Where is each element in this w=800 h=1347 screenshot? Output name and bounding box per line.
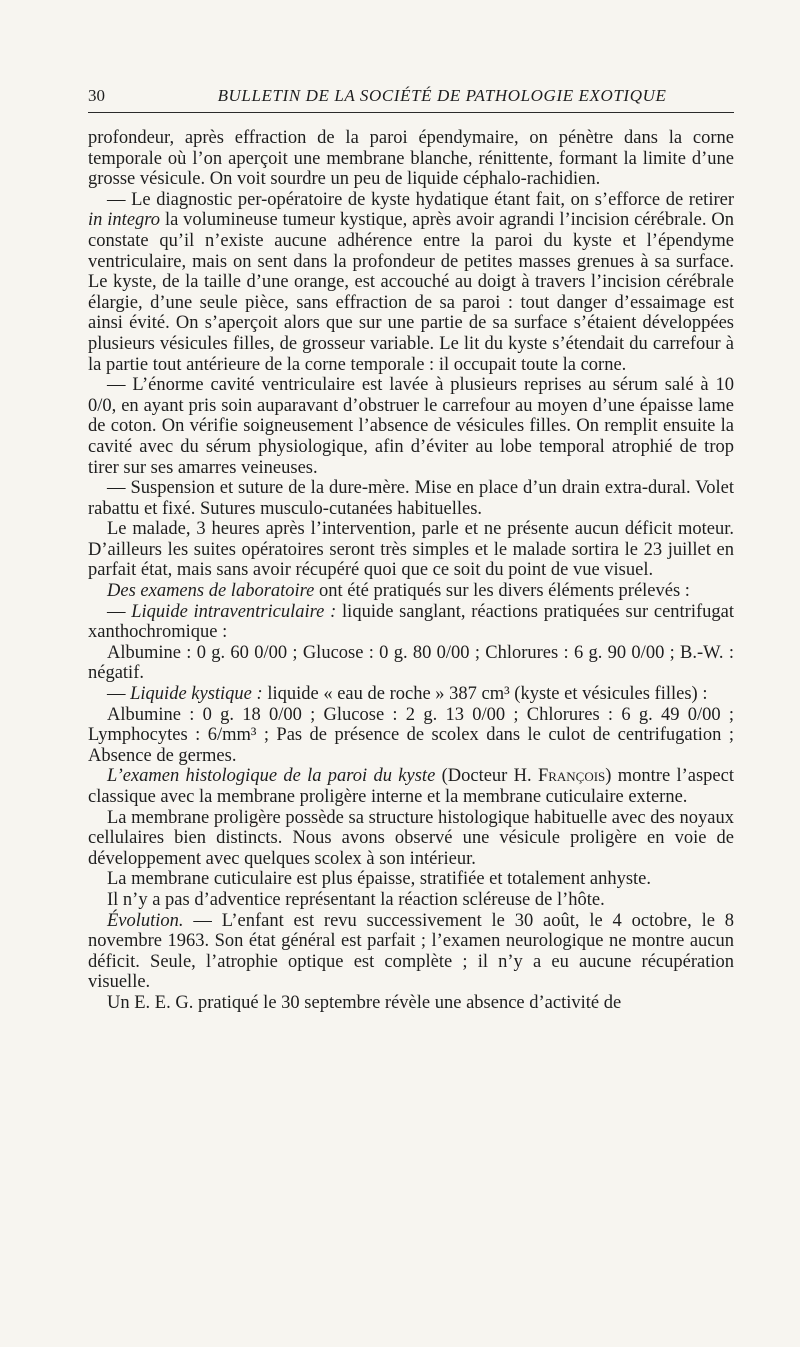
- text-span: liquide « eau de roche » 387 cm³ (kyste et vésicules filles) :: [262, 684, 708, 705]
- text-span: ont été pratiqués sur les divers éléments prélevés :: [314, 581, 690, 602]
- text-span: (Docteur H.: [435, 766, 538, 787]
- author-name: François: [537, 766, 606, 787]
- paragraph-16: Un E. E. G. pratiqué le 30 septembre révèle une absence d’activité de: [107, 992, 622, 1013]
- italic-phrase: L’examen histologique de la paroi du kyste: [107, 766, 436, 787]
- paragraph-6: [88, 581, 734, 602]
- text-span: —: [107, 684, 131, 705]
- paragraph-10: Albumine : 0 g. 18 0/00 ; Glucose : 2 g. 13 0/00 ; Chlorures : 6 g. 49 0/00 ; Lymphocytes : 6/mm³ ; Pas de présence de scolex dans le culot de centrifugation ; Absence de germes.: [88, 704, 734, 766]
- text-span: ) montre l’aspect classique avec la membrane proligère interne et la membrane cuticulaire externe.: [88, 766, 734, 807]
- article-body: [88, 128, 734, 1014]
- paragraph-4: — Suspension et suture de la dure-mère. Mise en place d’un drain extra-dural. Volet rabattu et fixé. Sutures musculo-cutanées habituelles.: [88, 478, 734, 519]
- paragraph-1: profondeur, après effraction de la paroi épendymaire, on pénètre dans la corne temporale où l’on aperçoit une membrane blanche, rénittente, formant la limite d’une grosse vésicule. On voit sourdre un peu de liquide céphalo-rachidien.: [88, 128, 734, 190]
- paragraph-12: La membrane proligère possède sa structure histologique habituelle avec des noyaux cellulaires bien distincts. Nous avons observé une vésicule proligère en voie de développement avec quelques scolex à son intérieur.: [88, 807, 734, 869]
- page-number: 30: [88, 86, 105, 105]
- text-span: liquide sanglant, réactions pratiquées sur centrifugat xanthochromique :: [88, 601, 734, 643]
- italic-phrase: Des examens de laboratoire: [107, 581, 315, 602]
- text-span: — L’enfant est revu successivement le 30 août, le 4 octobre, le 8 novembre 1963. Son état général est parfait ; l’examen neurologique ne montre aucun déficit. Seule, l’atrophie optique est complète ; il n’y a eu aucune récupération visuelle.: [88, 910, 734, 993]
- paragraph-9: [88, 684, 734, 705]
- paragraph-11: [88, 766, 734, 807]
- running-title: BULLETIN DE LA SOCIÉTÉ DE PATHOLOGIE EXOTIQUE: [217, 86, 667, 105]
- italic-phrase: Évolution.: [107, 910, 184, 931]
- paragraph-2: [88, 190, 734, 375]
- paragraph-15: [88, 911, 734, 993]
- text-span: la volumineuse tumeur kystique, après avoir agrandi l’incision cérébrale. On constate qu’il n’existe aucune adhérence entre la paroi du kyste et l’épendyme ventriculaire, mais on sent dans la profondeur de petites masses grenues à sa surface. Le kyste, de la taille d’une orange, est accouché au doigt à travers l’incision cérébrale élargie, d’une seule pièce, sans effraction de sa paroi : tout danger d’essaimage est ainsi évité. On s’aperçoit alors que sur une partie de sa surface s’étaient développées plusieurs vésicules filles, de grosseur variable. Le lit du kyste s’étendait du carrefour à la partie tout antérieure de la corne temporale : il occupait toute la corne.: [88, 210, 734, 375]
- italic-phrase: Liquide kystique :: [130, 684, 263, 705]
- paragraph-14: Il n’y a pas d’adventice représentant la réaction scléreuse de l’hôte.: [107, 889, 605, 910]
- paragraph-13: La membrane cuticulaire est plus épaisse, stratifiée et totalement anhyste.: [107, 869, 651, 890]
- paragraph-3: — L’énorme cavité ventriculaire est lavée à plusieurs reprises au sérum salé à 10 0/0, en ayant pris soin auparavant d’obstruer le carrefour au moyen d’une épaisse lame de coton. On vérifie soigneusement l’absence de vésicules filles. On remplit ensuite la cavité avec du sérum physiologique, afin d’éviter au lobe temporal atrophié de trop tirer sur ses amarres veineuses.: [88, 375, 734, 478]
- running-header: [88, 84, 734, 113]
- paragraph-5: Le malade, 3 heures après l’intervention, parle et ne présente aucun déficit moteur. D’ailleurs les suites opératoires seront très simples et le malade sortira le 23 juillet en parfait état, mais sans avoir récupéré quoi que ce soit du point de vue visuel.: [88, 519, 734, 581]
- text-span: —: [107, 601, 132, 622]
- text-span: — Le diagnostic per-opératoire de kyste hydatique étant fait, on s’efforce de retirer: [107, 189, 734, 210]
- paragraph-7: [88, 602, 734, 643]
- italic-phrase: in integro: [88, 210, 161, 231]
- paragraph-8: Albumine : 0 g. 60 0/00 ; Glucose : 0 g. 80 0/00 ; Chlorures : 6 g. 90 0/00 ; B.-W. : négatif.: [88, 642, 734, 684]
- italic-phrase: Liquide intraventriculaire :: [131, 601, 337, 622]
